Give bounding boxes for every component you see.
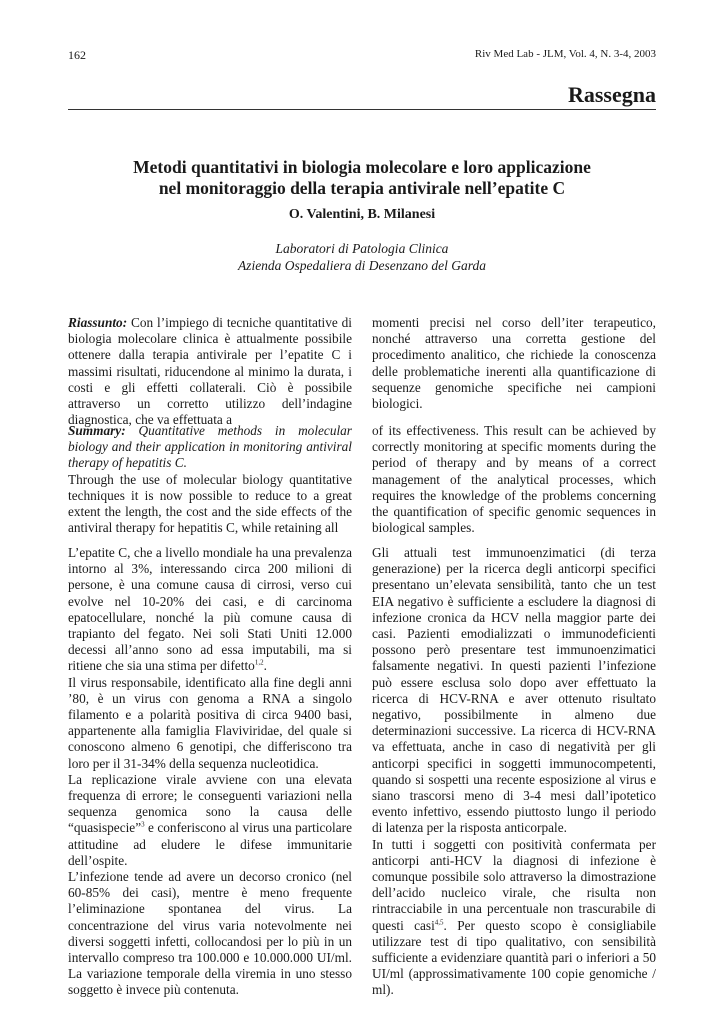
riassunto-left — [68, 315, 352, 428]
title-line-2: nel monitoraggio della terapia antivirale nell’epatite C — [158, 178, 566, 198]
body-right-p2-end: . Per questo scopo è consigliabile utilizzare test di tipo qualitativo, con sensibilità sufficiente a evidenziare quantità pari o inferiori a 50 UI/ml (approssimativamente 100 copie genomiche / ml). — [372, 917, 656, 998]
body-left-p4: L’infezione tende ad avere un decorso cronico (nel 60-85% dei casi), mentre è meno frequente l’eliminazione spontanea del virus. La concentrazione del virus varia notevolmente nei diversi soggetti infetti, collocandosi per lo più in un intervallo compreso tra 100.000 e 10.000.000 UI/ml. La variazione temporale della viremia in uno stesso soggetto è invece più contenuta. — [68, 869, 352, 998]
summary-text-right: of its effectiveness. This result can be achieved by correctly monitoring at specific moments during the period of therapy and by means of a correct management of the analytical processes, which requires the knowledge of the problems concerning the quantification of specific genomic sequences in biological samples. — [372, 423, 656, 536]
body-paragraph — [372, 837, 656, 999]
summary-text-left: Through the use of molecular biology quantitative techniques it is now possible to reduce to a great extent the length, the cost and the side effects of the antiviral therapy for hepatitis C, while retaining all — [68, 471, 352, 536]
footnote-ref: 4,5 — [434, 918, 444, 927]
body-column-right — [372, 545, 656, 999]
body-paragraph — [68, 545, 352, 675]
body-right-p1: Gli attuali test immunoenzimatici (di terza generazione) per la ricerca degli anticorpi specifici presentano un’elevata sensibilità, tanto che un test EIA negativo è sufficiente a escludere la diagnosi di infezione cronica da HCV nella maggior parte dei casi. Pazienti emodializzati o immunodeficienti possono però presentare test immunoenzimatici falsamente negativi. In questi pazienti l’infezione può essere esclusa solo dopo aver effettuato la ricerca di HCV-RNA e aver ottenuto risultato negativo, possibilmente in almeno due determinazioni successive. La ricerca di HCV-RNA va effettuata, anche in caso di negatività per gli anticorpi specifici in soggetti immunocompetenti, quando si sospetti una recente esposizione al virus e siano trascorsi meno di 3-4 mesi dall’ipotetico evento infettivo, essendo piuttosto lungo il periodo di latenza per la risposta anticorpale. — [372, 545, 656, 836]
title-line-1: Metodi quantitativi in biologia molecolare e loro applicazione — [133, 157, 591, 177]
summary-right — [372, 423, 656, 536]
body-left-p3-end: e conferiscono al virus una particolare attitudine ad eludere le difese immunitarie dell’ospite. — [68, 820, 352, 868]
riassunto-label: Riassunto: — [68, 315, 128, 330]
article-title — [68, 157, 656, 199]
riassunto-text-right: momenti precisi nel corso dell’iter terapeutico, nonché attraverso una corretta gestione del procedimento analitico, che richiede la conoscenza delle problematiche inerenti alla quantificazione di sequenze genomiche specifiche nei campioni biologici. — [372, 315, 656, 412]
riassunto-paragraph — [68, 315, 352, 428]
riassunto-right — [372, 315, 656, 412]
body-left-p2: Il virus responsabile, identificato alla fine degli anni ’80, è un virus con genoma a RNA a singolo filamento e a polarità positiva di circa 9400 basi, appartenente alla famiglia Flaviviridae, del quale si conoscono almeno 6 genotipi, che differiscono tra loro per il 31-34% della sequenza nucleotidica. — [68, 674, 352, 771]
body-column-left — [68, 545, 352, 999]
page-number: 162 — [68, 48, 86, 62]
affiliation — [68, 240, 656, 274]
summary-label: Summary: — [68, 423, 126, 438]
article-authors: O. Valentini, B. Milanesi — [288, 207, 436, 222]
footnote-ref: 1,2 — [254, 659, 264, 667]
riassunto-text-left: Con l’impiego di tecniche quantitative di biologia molecolare clinica è attualmente possibile ottenere dalla terapia antivirale per l’epatite C i massimi risultati, riducendone al minimo la durata, i costi e gli effetti collaterali. Ciò è possibile attraverso un corretto utilizzo dell’indagine diagnostica, che va effettuata a — [68, 315, 352, 428]
header-rule — [68, 109, 656, 110]
body-left-p3: La replicazione virale avviene con una elevata frequenza di errore; le conseguenti variazioni nella sequenza genomica sono la causa delle “quasispecie” — [68, 771, 352, 836]
summary-title: Quantitative methods in molecular biology and their application in monitoring antiviral therapy of hepatitis C. — [68, 423, 352, 471]
body-paragraph — [68, 772, 352, 869]
summary-title-paragraph — [68, 423, 352, 472]
affiliation-line-1: Laboratori di Patologia Clinica — [275, 241, 449, 256]
body-left-p1-end: . — [263, 658, 267, 674]
body-left-p1: L’epatite C, che a livello mondiale ha una prevalenza intorno al 3%, interessando circa 200 milioni di persone, è una comune causa di cirrosi, verso cui evolve nel 10-20% dei casi, e di carcinoma epatocellulare, nonché la più comune causa di trapianto del fegato. Nei soli Stati Uniti 12.000 decessi all’anno sono ad essa imputabili, ma si ritiene che sia una stima per difetto — [68, 545, 352, 674]
section-heading: Rassegna — [567, 82, 656, 107]
affiliation-line-2: Azienda Ospedaliera di Desenzano del Garda — [237, 258, 487, 273]
summary-left — [68, 423, 352, 536]
body-right-p2: In tutti i soggetti con positività confermata per anticorpi anti-HCV la diagnosi di infezione è comunque possibile solo attraverso la dimostrazione dell’acido nucleico virale, che risulta non rintracciabile in una percentuale non trascurabile di questi casi — [372, 836, 656, 933]
footnote-ref: 3 — [141, 821, 145, 830]
journal-citation: Riv Med Lab - JLM, Vol. 4, N. 3-4, 2003 — [474, 48, 656, 60]
